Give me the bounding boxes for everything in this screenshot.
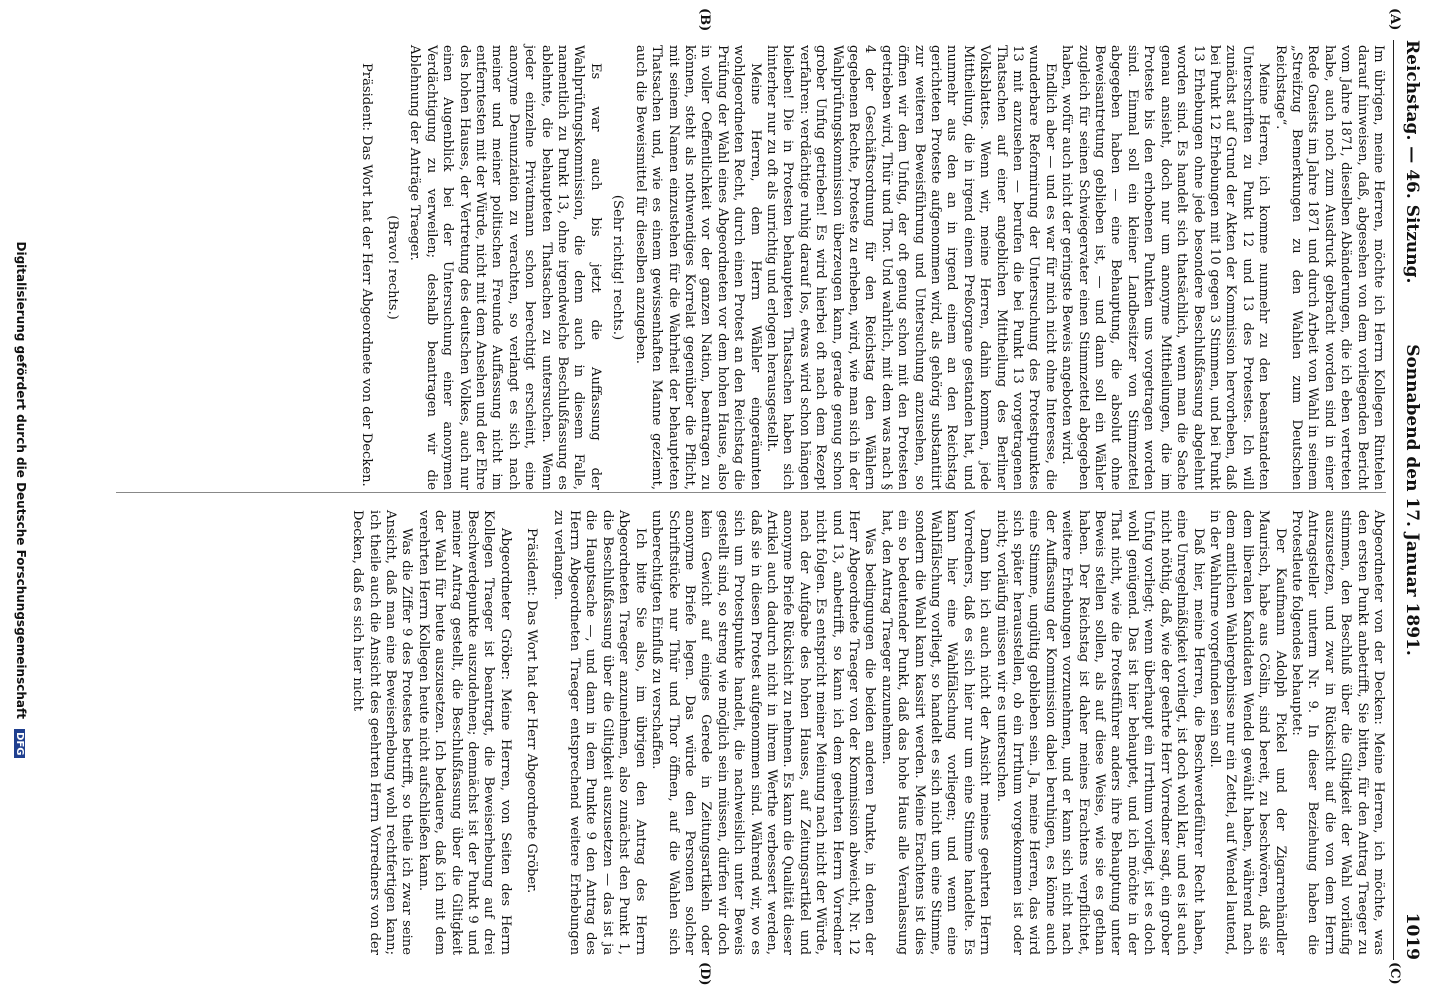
header-left: Reichstag. — 46. Sitzung. [1402,40,1422,284]
page-header [1393,40,1424,960]
footer-credit [0,0,28,1000]
paragraph: Ich bitte Sie also, im übrigen den Antrag des Herrn Abgeordneten Traeger anzunehmen, also zunächst den Punkt 1, die Beschlußfassung über die Giltigkeit auszusetzen — das ist ja die Hauptsache —, und dann in dem Punkte 9 den Antrag des Herrn Abgeordneten Traeger entsprechend weitere Erhebungen zu verlangen. [550,510,648,955]
paragraph: Daß hier, meine Herren, die Beschwerdeführer Recht haben, eine Unregelmäßigkeit vorliegt, ist doch wohl klar, und es ist auch nicht nöthig, daß, wie der geehrte Herr Vorredner sagt, ein grober Unfug vorliegt; wenn überhaupt ein Irrthum vorliegt, ist es doch wohl genügend. Das ist hier behauptet, und ich möchte in der That nicht, wie die Protestführer anders ihre Behauptung unter Beweis stellen sollen, als auf diese Weise, wie sie es gethan haben. Der Reichstag ist daher meines Erachtens verpflichtet, weitere Erhebungen vorzunehmen, und er kann sich nicht nach der Auffassung der Kommission dabei beruhigen, es könne auch eine Stimme, ungültig geblieben sein. Ja, meine Herren, das wird sich später herausstellen, ob ein Irrthum vorgekommen ist oder nicht; vorläufig müssen wir es untersuchen. [993,510,1206,955]
paragraph: Was die Ziffer 9 des Protestes betrifft, so theile ich zwar seine Ansicht, daß man eine Beweiserhebung wohl rechtfertigen kann; ich theile auch die Ansicht des geehrten Herrn Vorredners von der Decken, daß es sich hier nicht [350,510,415,955]
paragraph: Es war auch bis jetzt die Auffassung der Wahlprüfungskommission, die denn auch in diesem Falle, namentlich zu Punkt 13, ohne irgendwelche Beschlußfassung es ablehnte, die behaupteten Thatsachen zu untersuchen. Wenn jeder einzelne Privatmann schon berechtigt erscheint, eine anonyme Denunziation zu verachten, so verlangt es sich nach meiner und meiner politischen Freunde Auffassung nicht im entferntesten mit der Würde, nicht mit dem Ansehen und der Ehre des hohen Hauses, der Vertretung des deutschen Volkes, auch nur einen Augenblick bei der Untersuchung einer anonymen Verdächtigung zu verweilen; deshalb beantragen wir die Ablehnung der Anträge Traeger. [407,45,603,490]
margin-marker-d: (D) [697,962,712,986]
speaker-paragraph: Abgeordneter von der Decken: Meine Herren, ich möchte, was den ersten Punkt anbetrifft, Sie bitten, für den Antrag Traeger zu stimmen, den Beschluß über die Giltigkeit der Wahl vorläufig auszusetzen, und zwar in Rücksicht auf die von dem Herrn Antragsteller unterm Nr. 9. In dieser Beziehung haben die Protestleute folgendes behauptet: [1288,510,1386,955]
paragraph: Meine Herren, dem Herrn Wähler eingeräumten wohlgeordneten Recht, durch einen Protest an den Reichstag die Prüfung der Wahl eines Abgeordneten vor dem hohen Hause, also in voller Oeffentlichkeit vor der ganzen Nation, beantragen zu können, steht als nothwendiges Korrelat gegenüber die Pflicht, mit seinem Namen einzustehen für die Wahrheit der behaupteten Thatsachen und, wie es einem gewissenhaften Manne geziemt, auch die Beweismittel für dieselben anzugeben. [632,45,763,490]
header-center: Sonnabend den 17. Januar 1891. [1402,344,1422,656]
footer-text: Digitalisierung gefördert durch die Deutsche Forschungsgemeinschaft [14,241,28,719]
paragraph: Im übrigen, meine Herren, möchte ich Herrn Kollegen Rintelen darauf hinweisen, daß, abgesehen von dem vorliegenden Bericht vom Jahre 1871, dieselben Abänderungen, die ich eben vertreten habe, auch noch zum Ausdruck gebracht worden sind in einer Rede Gneists im Jahre 1871 und durch Arbeit von Wahl in seinem „Streifzug Bemerkungen zu den Wahlen zum Deutschen Reichstage“. [1272,45,1386,490]
column-right [349,510,1386,955]
margin-marker-b: (B) [697,8,712,32]
paragraph: Endlich aber — und es war für mich nicht ohne Interesse, die wunderbare Reformirung der Untersuchung des Protestpunktes 13 mit anzusehen — berufen die bei Punkt 13 vorgetragenen Thatsachen auf einer angeblichen Mittheilung des Berliner Volksblattes. Wenn wir, meine Herren, dahin kommen, jede Mittheilung, die in irgend einem Preßorgane gestanden hat, und nunmehr aus den an in irgend einem an den Reichstag gerichteten Proteste aufgenommen wird, als gehörig substantiirt zur weiteren Beweisführung und Untersuchung anzusehen, so öffnen wir dem Unfug, der oft genug schon mit den Protesten getrieben wird, Thür und Thor. Und wahrlich, mit dem was nach § 4 der Geschäftsordnung für den Reichstag den Wählern gegebenen Rechte, Proteste zu erheben, wird, wie man sich in der Wahlprüfungskommission überzeugen kann, gerade genug schon grober Unfug getrieben! Es wird hierbei oft nach dem Rezept verfahren: verdächtige ruhig darauf los, etwas wird schon hängen bleiben! Die in Protesten behaupteten Thatsachen haben sich hinterher nur zu oft als unrichtig und erlogen herausgestellt. [763,45,1058,490]
column-divider [116,492,1386,493]
page-number: 1019 [1402,912,1422,960]
margin-marker-a: (A) [1387,8,1402,31]
speaker-paragraph: Präsident: Das Wort hat der Herr Abgeordnete von der Decken. [358,63,374,487]
paragraph: Was bedingungen die beiden anderen Punkte, in denen der Herr Abgeordnete Traeger von der Kommission abweicht, Nr. 12 und 13, anbetrifft, so kann ich dem geehrten Herrn Vorredner nicht folgen. Es entspricht meiner Meinung nach nicht der Würde, nach der Aufgabe des hohen Hauses, auf Zeitungsartikel und anonyme Briefe Rücksicht zu nehmen. Es kann die Qualität dieser Artikel auch dadurch nicht in ihrem Werthe verbessert werden, daß sie in diesen Protest aufgenommen sind. Während wir, wo es sich um Protestpunkte handelt, die nachweislich unter Beweis gestellt sind, so streng wie möglich sein müssen, dürfen wir doch kein Gewicht auf einiges Gerede in Zeitungsartikeln oder anonyme Briefe legen. Das würde den Personen solcher Schriftstücke nur Thür und Thor öffnen, auf die Wahlen sich unberechtigten Einfluß zu verschaffen. [649,510,878,955]
interjection: (Sehr richtig! rechts.) [610,194,626,341]
dfg-logo: DFG [14,729,25,758]
column-left [357,45,1386,490]
speaker-paragraph: Präsident: Das Wort hat der Herr Abgeordnete Gröber. [524,528,540,894]
paragraph: Dann bin ich auch nicht der Ansicht meines geehrten Herrn Vorredners, daß es sich hier nur um eine Stimme handelte. Es kann hier eine Wahlfälschung vorliegen; und wenn eine Wahlfälschung vorliegt, so handelt es sich nicht um eine Stimme, sondern die Wahl kann kassirt werden. Meine Erachtens ist dies ein so bedeutender Punkt, daß das hohe Haus alle Veranlassung hat, den Antrag Traeger anzunehmen. [878,510,993,955]
interjection: (Bravo! rechts.) [385,215,401,320]
speaker-paragraph: Abgeordneter Gröber: Meine Herren, von Seiten des Herrn Kollegen Traeger ist beantragt, die Beweiserhebung auf drei Beschwerdepunkte auszudehnen; demnächst ist der Punkt 9 und meiner Antrag gestellt, die Beschlußfassung über die Giltigkeit der Wahl für heute auszusetzen. Ich bedauere, daß ich mit dem verehrten Herrn Kollegen heute nicht aufschließen kann. [415,510,513,955]
paragraph: Meine Herren, ich komme nunmehr zu den beanstandeten Unterschriften zu Punkt 12 und 13 des Protestes. Ich will zunächst auf Grund der Akten der Kommission hervorheben, daß bei Punkt 12 Erhebungen mit 10 gegen 3 Stimmen, und bei Punkt 13 Erhebungen ohne jede besondere Beschlußfassung abgelehnt worden sind. Es handelt sich thatsächlich, wenn man die Sache genau ansieht, doch nur um anonyme Mittheilungen, die im Proteste bis den erhobenen Punkten uns vorgetragen worden sind. Einmal soll ein kleiner Landbesitzer von Stimmzettel abgegeben haben — eine Behauptung, die absolut ohne Beweisantretung geblieben ist, — und dann soll ein Wähler zugleich für seinen Schwiegervater einen Stimmzettel abgegeben haben, wofür auch nicht der geringste Beweis angeboten wird. [1059,45,1272,490]
margin-marker-c: (C) [1387,962,1402,985]
paragraph: Der Kaufmann Adolph Pickel und der Zigarrenhändler Maurisch, habe aus Cöslin, sind bereit, zu beschwören, daß sie dem liberalen Kandidaten Wendel gewählt haben, während nach dem amtlichen Wahlergebnisse nur ein Zettel, auf Wendel lautend, in der Wahlurne vorgefunden sein soll. [1206,510,1288,955]
